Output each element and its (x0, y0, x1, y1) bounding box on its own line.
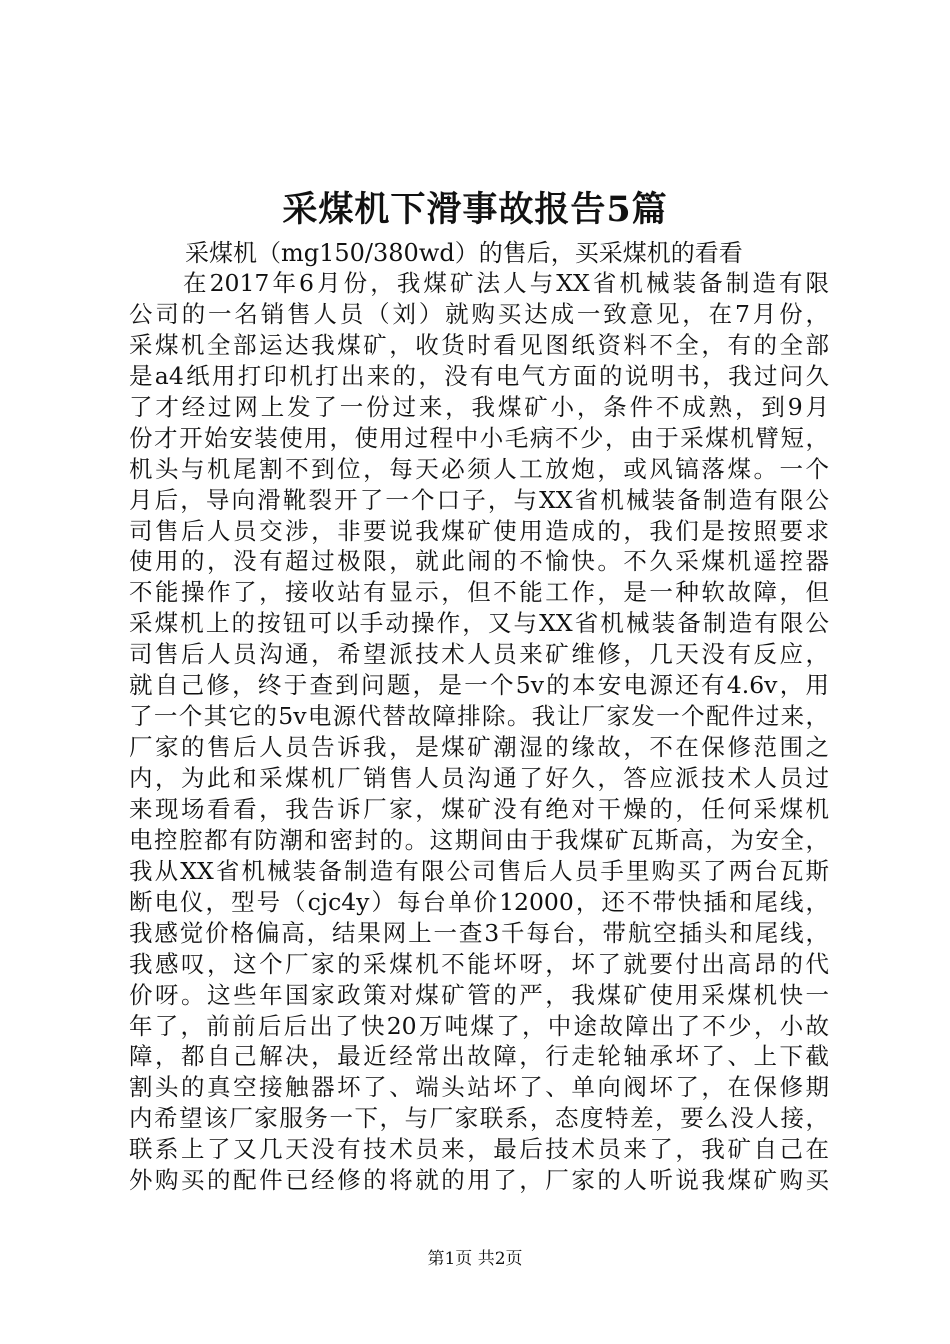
body-line: 我感叹，这个厂家的采煤机不能坏呀，坏了就要付出高昂的代 (129, 949, 829, 978)
body-line: 份才开始安装使用，使用过程中小毛病不少，由于采煤机臂短， (129, 423, 829, 452)
body-line: 外购买的配件已经修的将就的用了，厂家的人听说我煤矿购买 (129, 1166, 829, 1195)
body-line: 机头与机尾割不到位，每天必须人工放炮，或风镐落煤。一个 (129, 454, 829, 483)
body-line: 来现场看看，我告诉厂家，煤矿没有绝对干燥的，任何采煤机 (129, 794, 829, 823)
body-line: 不能操作了，接收站有显示，但不能工作，是一种软故障，但 (129, 578, 829, 607)
body-line: 司售后人员沟通，希望派技术人员来矿维修，几天没有反应， (129, 640, 829, 669)
body-line: 了才经过网上发了一份过来，我煤矿小，条件不成熟，到9月 (129, 392, 829, 421)
document-body (129, 268, 829, 1196)
body-line: 我感觉价格偏高，结果网上一查3千每台，带航空插头和尾线， (129, 918, 829, 947)
body-line: 司售后人员交涉，非要说我煤矿使用造成的，我们是按照要求 (129, 516, 829, 545)
body-line: 是a4纸用打印机打出来的，没有电气方面的说明书，我过问久 (129, 361, 829, 390)
body-line: 使用的，没有超过极限，就此闹的不愉快。不久采煤机遥控器 (129, 547, 829, 576)
body-line: 我从XX省机械装备制造有限公司售后人员手里购买了两台瓦斯 (129, 856, 829, 885)
body-line: 在2017年6月份，我煤矿法人与XX省机械装备制造有限 (183, 269, 829, 297)
body-line: 年了，前前后后出了快20万吨煤了，中途故障出了不少，小故 (129, 1011, 829, 1040)
body-line: 内希望该厂家服务一下，与厂家联系，态度特差，要么没人接， (129, 1104, 829, 1133)
body-line: 采煤机全部运达我煤矿，收货时看见图纸资料不全，有的全部 (129, 330, 829, 359)
body-line: 价呀。这些年国家政策对煤矿管的严，我煤矿使用采煤机快一 (129, 980, 829, 1009)
body-line: 就自己修，终于查到问题，是一个5v的本安电源还有4.6v，用 (129, 671, 829, 700)
body-line: 障，都自己解决，最近经常出故障，行走轮轴承坏了、上下截 (129, 1042, 829, 1071)
body-line: 月后，导向滑靴裂开了一个口子，与XX省机械装备制造有限公 (129, 485, 829, 514)
body-line: 联系上了又几天没有技术员来，最后技术员来了，我矿自己在 (129, 1135, 829, 1164)
body-line: 割头的真空接触器坏了、端头站坏了、单向阀坏了，在保修期 (129, 1073, 829, 1102)
document-subtitle: 采煤机（mg150/380wd）的售后，买采煤机的看看 (185, 239, 743, 267)
body-line: 电控腔都有防潮和密封的。这期间由于我煤矿瓦斯高，为安全， (129, 825, 829, 854)
page-footer: 第1页 共2页 (427, 1249, 523, 1269)
body-line: 了一个其它的5v电源代替故障排除。我让厂家发一个配件过来， (129, 702, 829, 731)
body-line: 断电仪，型号（cjc4y）每台单价12000，还不带快插和尾线， (129, 887, 829, 916)
body-line: 采煤机上的按钮可以手动操作，又与XX省机械装备制造有限公 (129, 609, 829, 638)
document-title: 采煤机下滑事故报告5篇 (282, 189, 668, 230)
body-line: 公司的一名销售人员（刘）就购买达成一致意见，在7月份， (129, 299, 829, 328)
body-line: 厂家的售后人员告诉我，是煤矿潮湿的缘故，不在保修范围之 (129, 733, 829, 762)
body-line: 内，为此和采煤机厂销售人员沟通了好久，答应派技术人员过 (129, 764, 829, 792)
